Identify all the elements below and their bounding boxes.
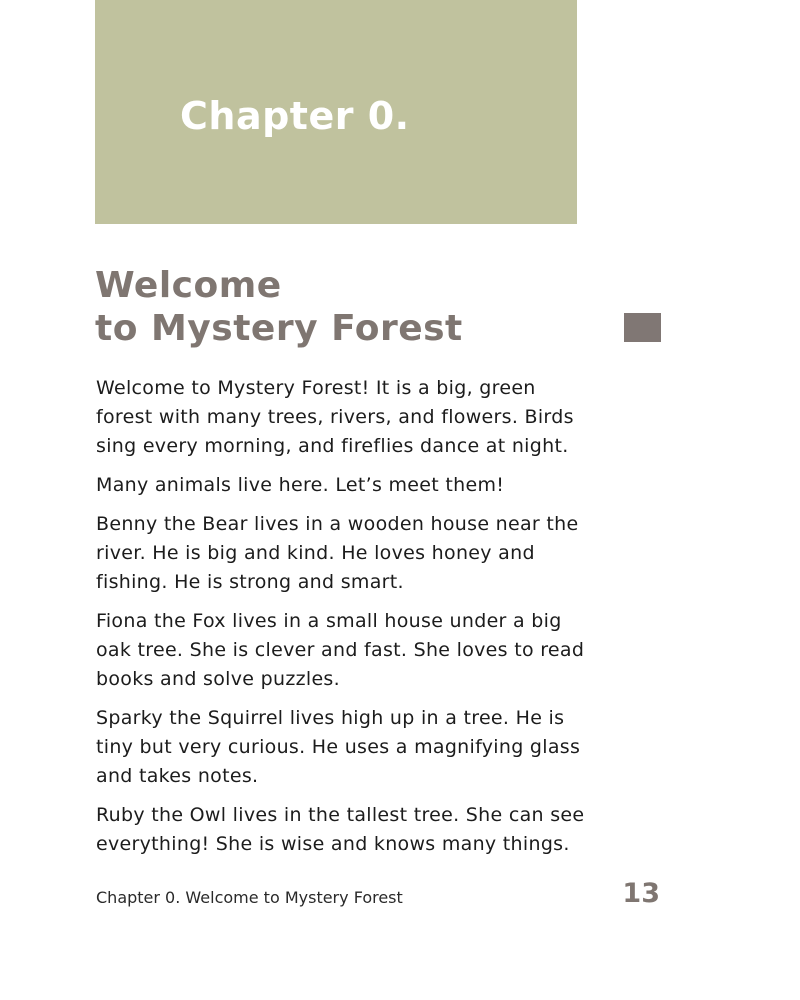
chapter-header-box (95, 0, 577, 224)
chapter-label: Chapter 0. (180, 94, 410, 138)
chapter-title-line-2: to Mystery Forest (95, 308, 463, 349)
text-line: everything! She is wise and knows many things. (96, 833, 570, 855)
text-line: Benny the Bear lives in a wooden house near the (96, 513, 579, 535)
paragraph-animals (96, 471, 662, 500)
text-line: and takes notes. (96, 765, 259, 787)
text-line: Fiona the Fox lives in a small house under a big (96, 610, 562, 632)
paragraph-fiona (96, 607, 662, 694)
text-line: Ruby the Owl lives in the tallest tree. She can see (96, 804, 585, 826)
text-line: Welcome to Mystery Forest! It is a big, green (96, 377, 536, 399)
text-line: fishing. He is strong and smart. (96, 571, 404, 593)
chapter-body (96, 374, 662, 869)
chapter-title-line-1: Welcome (95, 265, 282, 306)
running-footer-title: Chapter 0. Welcome to Mystery Forest (96, 888, 403, 907)
text-line: river. He is big and kind. He loves honey and (96, 542, 535, 564)
text-line: books and solve puzzles. (96, 668, 340, 690)
text-line: Many animals live here. Let’s meet them! (96, 474, 505, 496)
section-marker-square (624, 313, 661, 342)
chapter-title (95, 264, 463, 350)
text-line: sing every morning, and fireflies dance at night. (96, 435, 569, 457)
text-line: forest with many trees, rivers, and flowers. Birds (96, 406, 574, 428)
page-number: 13 (622, 878, 660, 909)
text-line: tiny but very curious. He uses a magnifying glass (96, 736, 581, 758)
paragraph-ruby (96, 801, 662, 859)
text-line: Sparky the Squirrel lives high up in a tree. He is (96, 707, 565, 729)
paragraph-benny (96, 510, 662, 597)
paragraph-sparky (96, 704, 662, 791)
paragraph-intro (96, 374, 662, 461)
text-line: oak tree. She is clever and fast. She loves to read (96, 639, 585, 661)
